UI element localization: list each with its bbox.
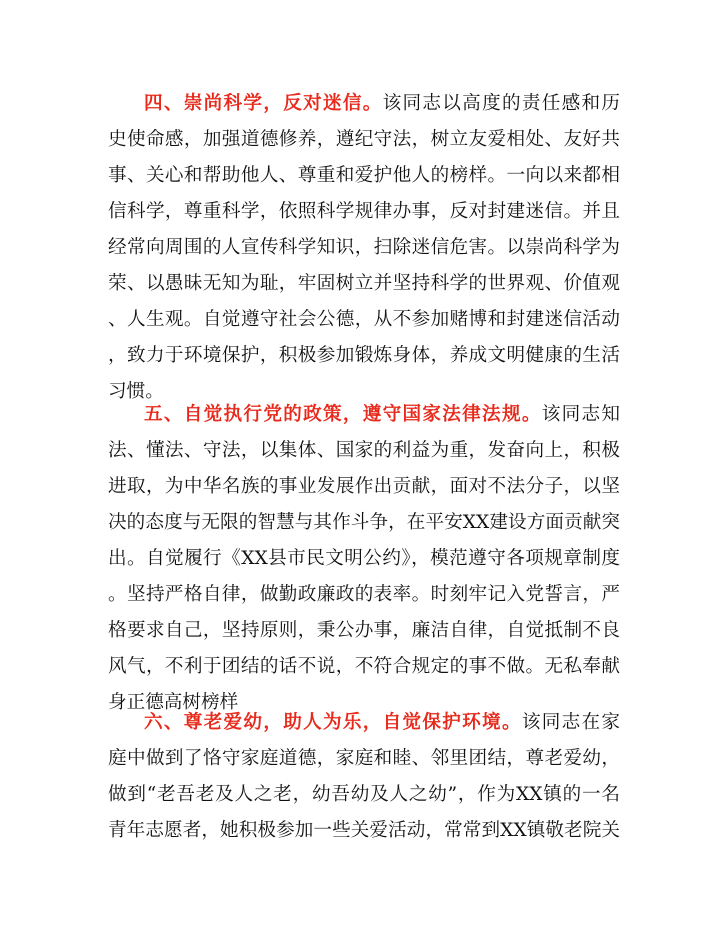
body-line: 。坚持严格自律，做勤政廉政的表率。时刻牢记入党誓言，严	[108, 584, 620, 605]
body-text: 该同志知	[541, 404, 620, 425]
body-line: 经常向周围的人宣传科学知识，扫除迷信危害。以崇尚科学为	[108, 237, 620, 258]
paragraph-section-6	[108, 705, 620, 849]
section-heading: 五、自觉执行党的政策，遵守国家法律法规。	[144, 404, 542, 425]
body-line: 习惯。	[108, 381, 164, 402]
body-line: 身正德高树榜样	[108, 692, 239, 713]
body-text: 该同志在家	[521, 712, 620, 733]
body-line: 出。自觉履行《XX县市民文明公约》，模范遵守各项规章制度	[108, 548, 620, 569]
body-line: 做到“老吾老及人之老，幼吾幼及人之幼”，作为XX镇的一名	[108, 784, 620, 805]
body-line: 风气，不利于团结的话不说，不符合规定的事不做。无私奉献	[108, 656, 620, 677]
body-line: 法、懂法、守法，以集体、国家的利益为重，发奋向上，积极	[108, 440, 620, 461]
body-line: 荣、以愚昧无知为耻，牢固树立并坚持科学的世界观、价值观	[108, 273, 620, 294]
body-line: 事、关心和帮助他人、尊重和爱护他人的榜样。一向以来都相	[108, 165, 620, 186]
body-line: 、人生观。自觉遵守社会公德，从不参加赌博和封建迷信活动	[108, 309, 620, 330]
paragraph-first-line	[108, 86, 620, 122]
section-heading: 四、崇尚科学，反对迷信。	[144, 93, 383, 114]
body-line: 决的态度与无限的智慧与其作斗争，在平安XX建设方面贡献突	[108, 512, 620, 533]
body-line: 庭中做到了恪守家庭道德，家庭和睦、邻里团结，尊老爱幼，	[108, 748, 620, 769]
body-line: 信科学，尊重科学，依照科学规律办事，反对封建迷信。并且	[108, 201, 620, 222]
paragraph-section-4	[108, 86, 620, 410]
body-line: ，致力于环境保护，积极参加锻炼身体，养成文明健康的生活	[108, 345, 620, 366]
body-text: 该同志以高度的责任感和历	[382, 93, 620, 114]
body-line: 进取，为中华名族的事业发展作出贡献，面对不法分子，以坚	[108, 476, 620, 497]
paragraph-section-5	[108, 397, 620, 721]
body-line: 格要求自己，坚持原则，秉公办事，廉洁自律，自觉抵制不良	[108, 620, 620, 641]
paragraph-first-line	[108, 705, 620, 741]
paragraph-first-line	[108, 397, 620, 433]
body-line: 青年志愿者，她积极参加一些关爱活动，常常到XX镇敬老院关	[108, 820, 620, 841]
section-heading: 六、尊老爱幼，助人为乐，自觉保护环境。	[144, 712, 522, 733]
body-line: 史使命感，加强道德修养，遵纪守法，树立友爱相处、友好共	[108, 129, 620, 150]
